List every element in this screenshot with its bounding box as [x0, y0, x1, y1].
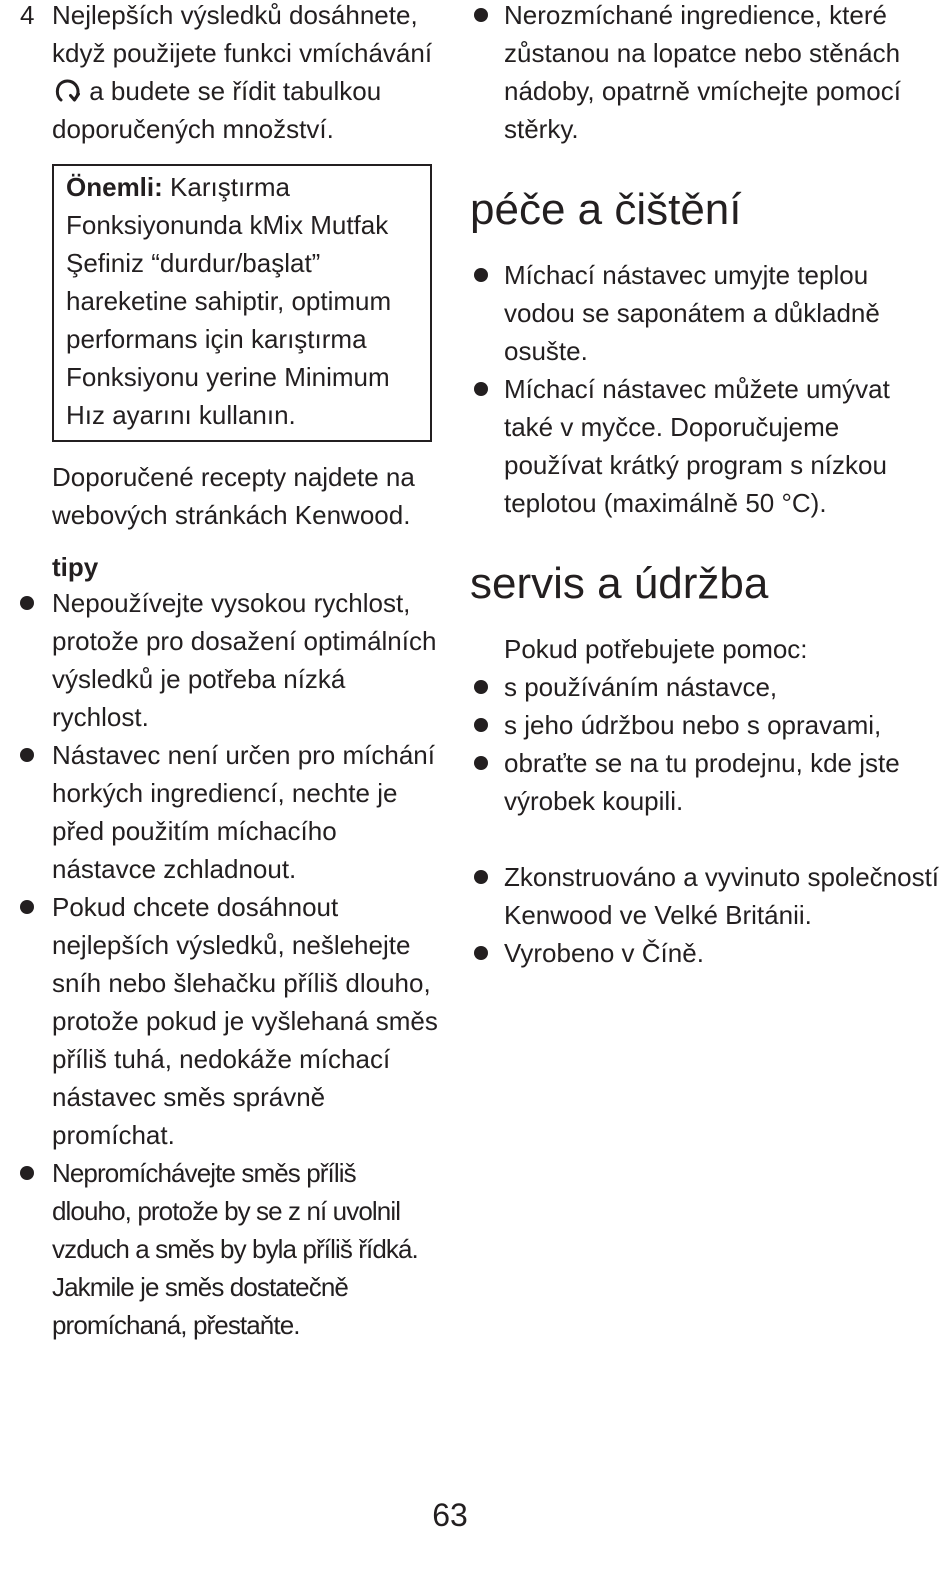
tips-heading: tipy [52, 552, 99, 582]
care-text: Míchací nástavec můžete umývat také v myčce. Doporučujeme používat krátký program s nízkou teplotou (maximálně 50 °C). [504, 374, 890, 518]
step-4 [0, 0, 440, 148]
list-item [470, 706, 940, 744]
service-text: s používáním nástavce, [504, 672, 778, 702]
bullet-icon [20, 596, 34, 610]
step-text-before: Nejlepších výsledků dosáhnete, když použijete funkci vmíchávání [52, 0, 433, 68]
list-item [470, 934, 940, 972]
important-notice-box [52, 164, 432, 442]
list-item [470, 744, 940, 820]
list-item [470, 256, 940, 370]
bullet-icon [474, 946, 488, 960]
page-number: 63 [432, 1497, 468, 1533]
tip-text: Pokud chcete dosáhnout nejlepších výsledků, nešlehejte sníh nebo šlehačku příliš dlouho, protože pokud je vyšlehaná směs příliš tuhá, nedokáže míchací nástavec směs správně promíchat. [52, 892, 438, 1150]
right-column [470, 0, 940, 972]
bullet-icon [474, 870, 488, 884]
tip-text: Nepromíchávejte směs příliš dlouho, protože by se z ní uvolnil vzduch a směs by byla příliš řídká. Jakmile je směs dostatečně promíchaná, přestaňte. [52, 1158, 418, 1340]
list-item [470, 0, 940, 148]
bullet-icon [20, 900, 34, 914]
bullet-icon [20, 748, 34, 762]
recipes-paragraph: Doporučené recepty najdete na webových stránkách Kenwood. [52, 462, 415, 530]
tip-text: Nástavec není určen pro míchání horkých ingrediencí, nechte je před použitím míchacího nástavce zchladnout. [52, 740, 435, 884]
bullet-icon [20, 1166, 34, 1180]
service-text: s jeho údržbou nebo s opravami, [504, 710, 882, 740]
service-intro: Pokud potřebujete pomoc: [504, 634, 808, 664]
tips-continued-list [470, 0, 940, 148]
tip-text: Nepoužívejte vysokou rychlost, protože pro dosažení optimálních výsledků je potřeba nízká rychlost. [52, 588, 437, 732]
fold-loop-icon [54, 78, 80, 104]
care-heading: péče a čištění [470, 185, 742, 234]
list-item [0, 888, 440, 1154]
bullet-icon [474, 382, 488, 396]
bullet-icon [474, 680, 488, 694]
bullet-icon [474, 756, 488, 770]
list-item [470, 668, 940, 706]
care-list [470, 256, 940, 522]
list-item [0, 584, 440, 736]
left-column [0, 0, 440, 1344]
bullet-icon [474, 268, 488, 282]
step-number: 4 [20, 0, 35, 30]
list-item [0, 1154, 440, 1344]
bullet-icon [474, 718, 488, 732]
tip-text: Nerozmíchané ingredience, které zůstanou na lopatce nebo stěnách nádoby, opatrně vmíchejte pomocí stěrky. [504, 0, 901, 144]
step-text-after: a budete se řídit tabulkou doporučených množství. [52, 76, 382, 144]
list-item [470, 370, 940, 522]
notice-label: Önemli: [66, 172, 163, 202]
list-item [0, 736, 440, 888]
notice-text: Karıştırma Fonksiyonunda kMix Mutfak Şefiniz “durdur/başlat” hareketine sahiptir, optimum performans için karıştırma Fonksiyonu yerine Minimum Hız ayarını kullanın. [66, 172, 392, 430]
care-text: Míchací nástavec umyjte teplou vodou se saponátem a důkladně osušte. [504, 260, 880, 366]
service-text: obraťte se na tu prodejnu, kde jste výrobek koupili. [504, 748, 900, 816]
origin-list [470, 858, 940, 972]
origin-text: Vyrobeno v Číně. [504, 938, 704, 968]
service-list [470, 668, 940, 820]
origin-text: Zkonstruováno a vyvinuto společností Kenwood ve Velké Británii. [504, 862, 940, 930]
list-item [470, 858, 940, 934]
service-heading: servis a údržba [470, 559, 769, 608]
bullet-icon [474, 8, 488, 22]
tips-list [0, 584, 440, 1344]
